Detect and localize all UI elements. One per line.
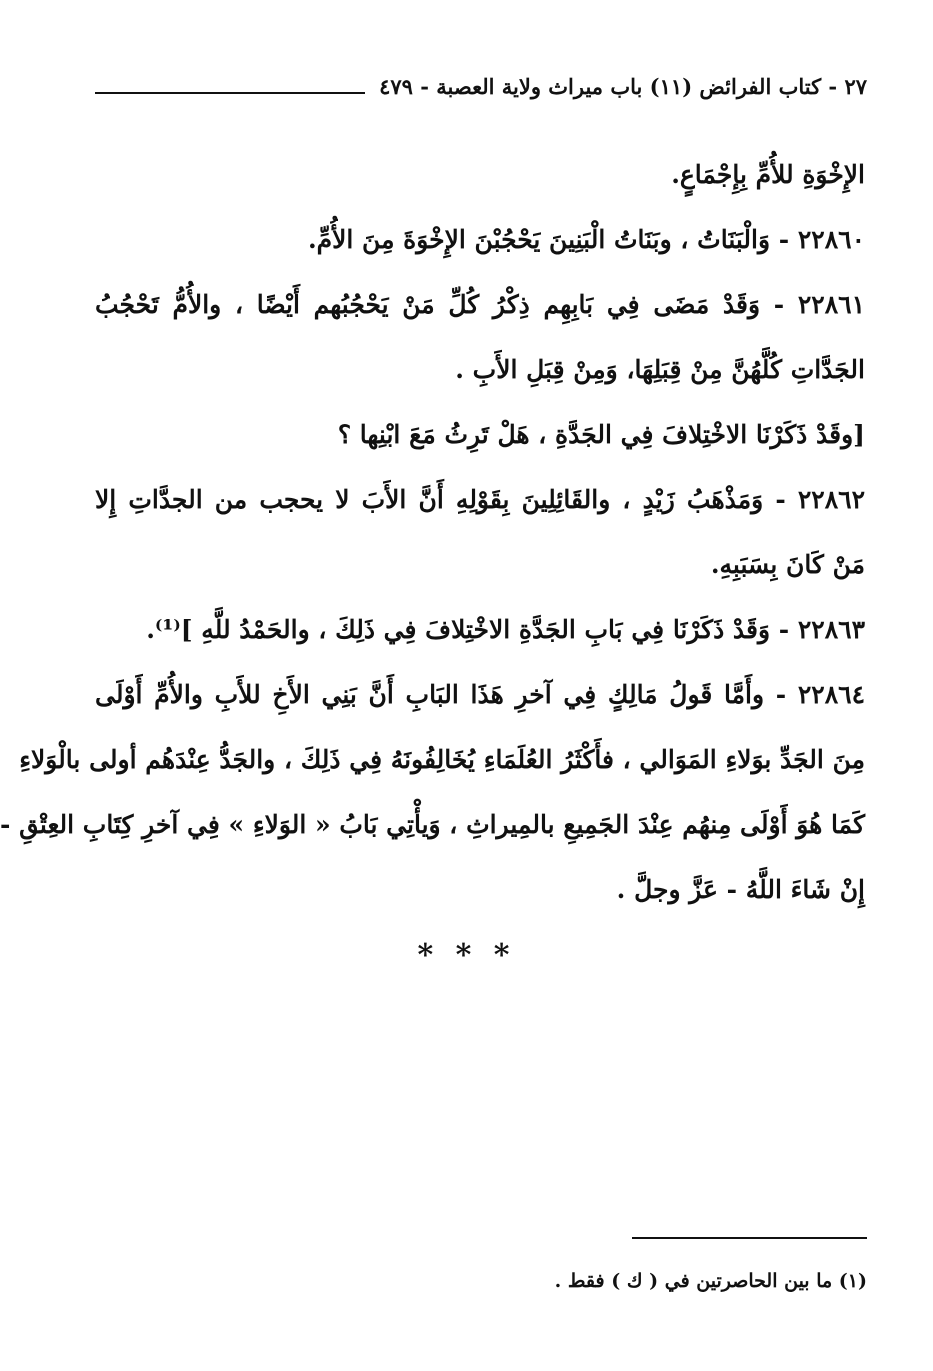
paragraph-22861: ٢٢٨٦١ - وَقَدْ مَضَى فِي بَابِهِم ذِكْرُ كُلِّ مَنْ يَحْجُبُهم أَيْضًا ، والأُمُّ تَحْجُبُ (95, 290, 865, 319)
section-divider-stars: * * * (417, 938, 516, 973)
running-header (95, 70, 867, 110)
text-line: إِنْ شَاءَ اللَّهُ - عَزَّ وجلَّ . (616, 875, 865, 904)
text-line: مِنَ الجَدِّ بوَلاءِ المَوَالي ، فأَكْثَرُ العُلَمَاءِ يُخَالِفُونَهُ فِي ذَلِكَ ، والجَدُّ عِنْدَهُم أولى بالْوَلاءِ (19, 745, 865, 774)
main-text (0, 150, 865, 930)
text-line: الجَدَّاتِ كُلَّهُنَّ مِنْ قِبَلِهَا، وَمِنْ قِبَلِ الأَبِ . (455, 355, 865, 384)
paragraph-22863: ٢٢٨٦٣ - وَقَدْ ذَكَرْنَا فِي بَابِ الجَدَّةِ الاخْتِلافَ فِي ذَلِكَ ، والحَمْدُ للَّهِ ]⁽¹⁾. (146, 615, 865, 644)
text-line: مَنْ كَانَ بِسَبَبِهِ. (710, 550, 865, 579)
footnote-rule (632, 1237, 867, 1239)
bracketed-note: [وقَدْ ذَكَرْنَا الاخْتِلافَ فِي الجَدَّةِ ، هَلْ تَرِثُ مَعَ ابْنِها ؟ (337, 420, 865, 449)
paragraph-22860: ٢٢٨٦٠ - وَالْبَنَاتُ ، وبَنَاتُ الْبَنِينَ يَحْجُبْنَ الإِخْوَةَ مِنَ الأُمِّ. (307, 225, 865, 254)
header-text: ٢٧ - كتاب الفرائض (١١) باب ميراث ولاية العصبة - ٤٧٩ (379, 74, 867, 99)
paragraph-22862: ٢٢٨٦٢ - وَمَذْهَبُ زَيْدٍ ، والقَائِلِينَ بِقَوْلِهِ أَنَّ الأَبَ لا يحجب من الجدَّاتِ إِلا (95, 485, 865, 514)
text-line: الإِخْوَةِ للأُمِّ بِإِجْمَاعٍ. (671, 160, 865, 189)
paragraph-22864: ٢٢٨٦٤ - وأَمَّا قَولُ مَالِكٍ فِي آخرِ هَذَا البَابِ أَنَّ بَنِي الأَخِ للأَبِ والأُمِّ أَوْلَى (95, 680, 865, 709)
footnote: (١) ما بين الحاصرتين في ( ك ) فقط . (554, 1270, 867, 1292)
header-rule (95, 92, 365, 94)
text-line: كَمَا هُوَ أَوْلَى مِنهُم عِنْدَ الجَمِيعِ بالمِيراثِ ، وَيأْتِي بَابُ « الوَلاءِ » فِي آخرِ كِتَابِ العِتْقِ - (0, 810, 865, 839)
